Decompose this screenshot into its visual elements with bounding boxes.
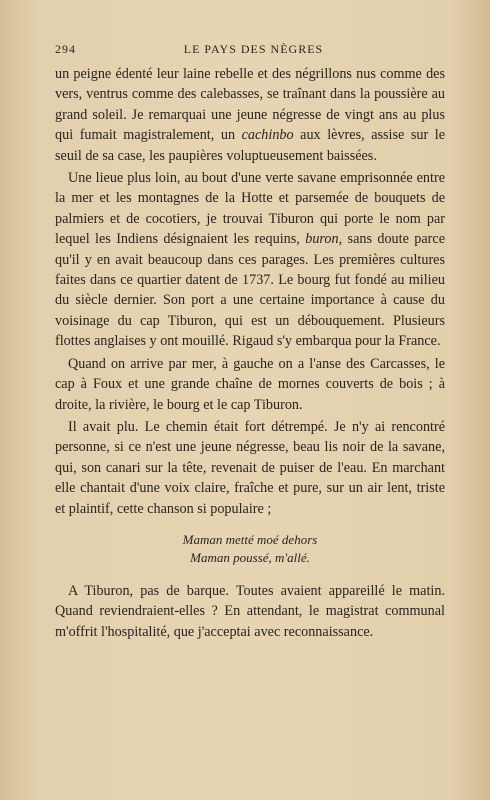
paragraph-4 <box>55 417 445 519</box>
text-segment: sans doute parce qu'il y en avait beaucoup dans ces parages. Les premières cultures faites dans ce quartier datent de 1737. Le bourg fut fondé au milieu du siècle dernier. Son port a une certaine importance à cause du voisinage du cap Tiburon, qui est un débouquement. Plusieurs flottes anglaises y ont mouillé. Rigaud s'y embarqua pour la France. <box>55 231 445 350</box>
text-segment: un peigne édenté leur laine rebelle et des négrillons nus comme des vers, ventrus comme des calebasses, se traînant dans la poussière au grand soleil. Je remarquai une jeune négresse de vingt ans au plus qui fumait magistralement, un <box>55 66 445 144</box>
verse-line-2: Maman poussé, m'allé. <box>190 549 310 565</box>
running-title: LE PAYS DES NÈGRES <box>183 42 324 56</box>
page-number: 294 <box>55 42 76 56</box>
page-body <box>55 64 445 642</box>
paragraph-1 <box>55 64 445 166</box>
text-segment: Une lieue plus loin, au bout d'une verte savane emprisonnée entre la mer et les montagnes de la Hotte et parsemée de bouquets de palmiers et de cocotiers, je trouvai Tiburon qui porte le nom par lequel les Indiens désignaient les requins, <box>55 170 445 248</box>
text-segment: aux lèvres, assise sur le seuil de sa case, les paupières voluptueusement baissées. <box>55 127 445 164</box>
page-header <box>55 42 452 60</box>
italic-term-cachinbo: cachinbo <box>241 127 294 144</box>
paragraph-2 <box>55 168 445 352</box>
text-segment: Il avait plu. Le chemin était fort détrempé. Je n'y ai rencontré personne, si ce n'est une jeune négresse, beau lis noir de la savane, qui, son canari sur la tête, revenait de puiser de l'eau. En marchant elle chantait d'une voix claire, fraîche et pure, sur un air lent, triste et plaintif, cette chanson si populaire ; <box>55 418 445 517</box>
italic-term-buron: buron, <box>305 231 343 248</box>
verse-line-1: Maman metté moé dehors <box>182 531 318 547</box>
paragraph-final: A Tiburon, pas de barque. Toutes avaient appareillé le matin. Quand reviendraient-elles ? En attendant, le magistrat communal m'offrit l'hospitalité, que j'acceptai avec reconnaissance. <box>55 582 445 640</box>
paragraph-3 <box>55 354 445 415</box>
text-segment: Quand on arrive par mer, à gauche on a l'anse des Carcasses, le cap à Foux et une grande chaîne de mornes couverts de bois ; à droite, la rivière, le bourg et le cap Tiburon. <box>55 355 445 413</box>
song-verse <box>55 531 445 567</box>
